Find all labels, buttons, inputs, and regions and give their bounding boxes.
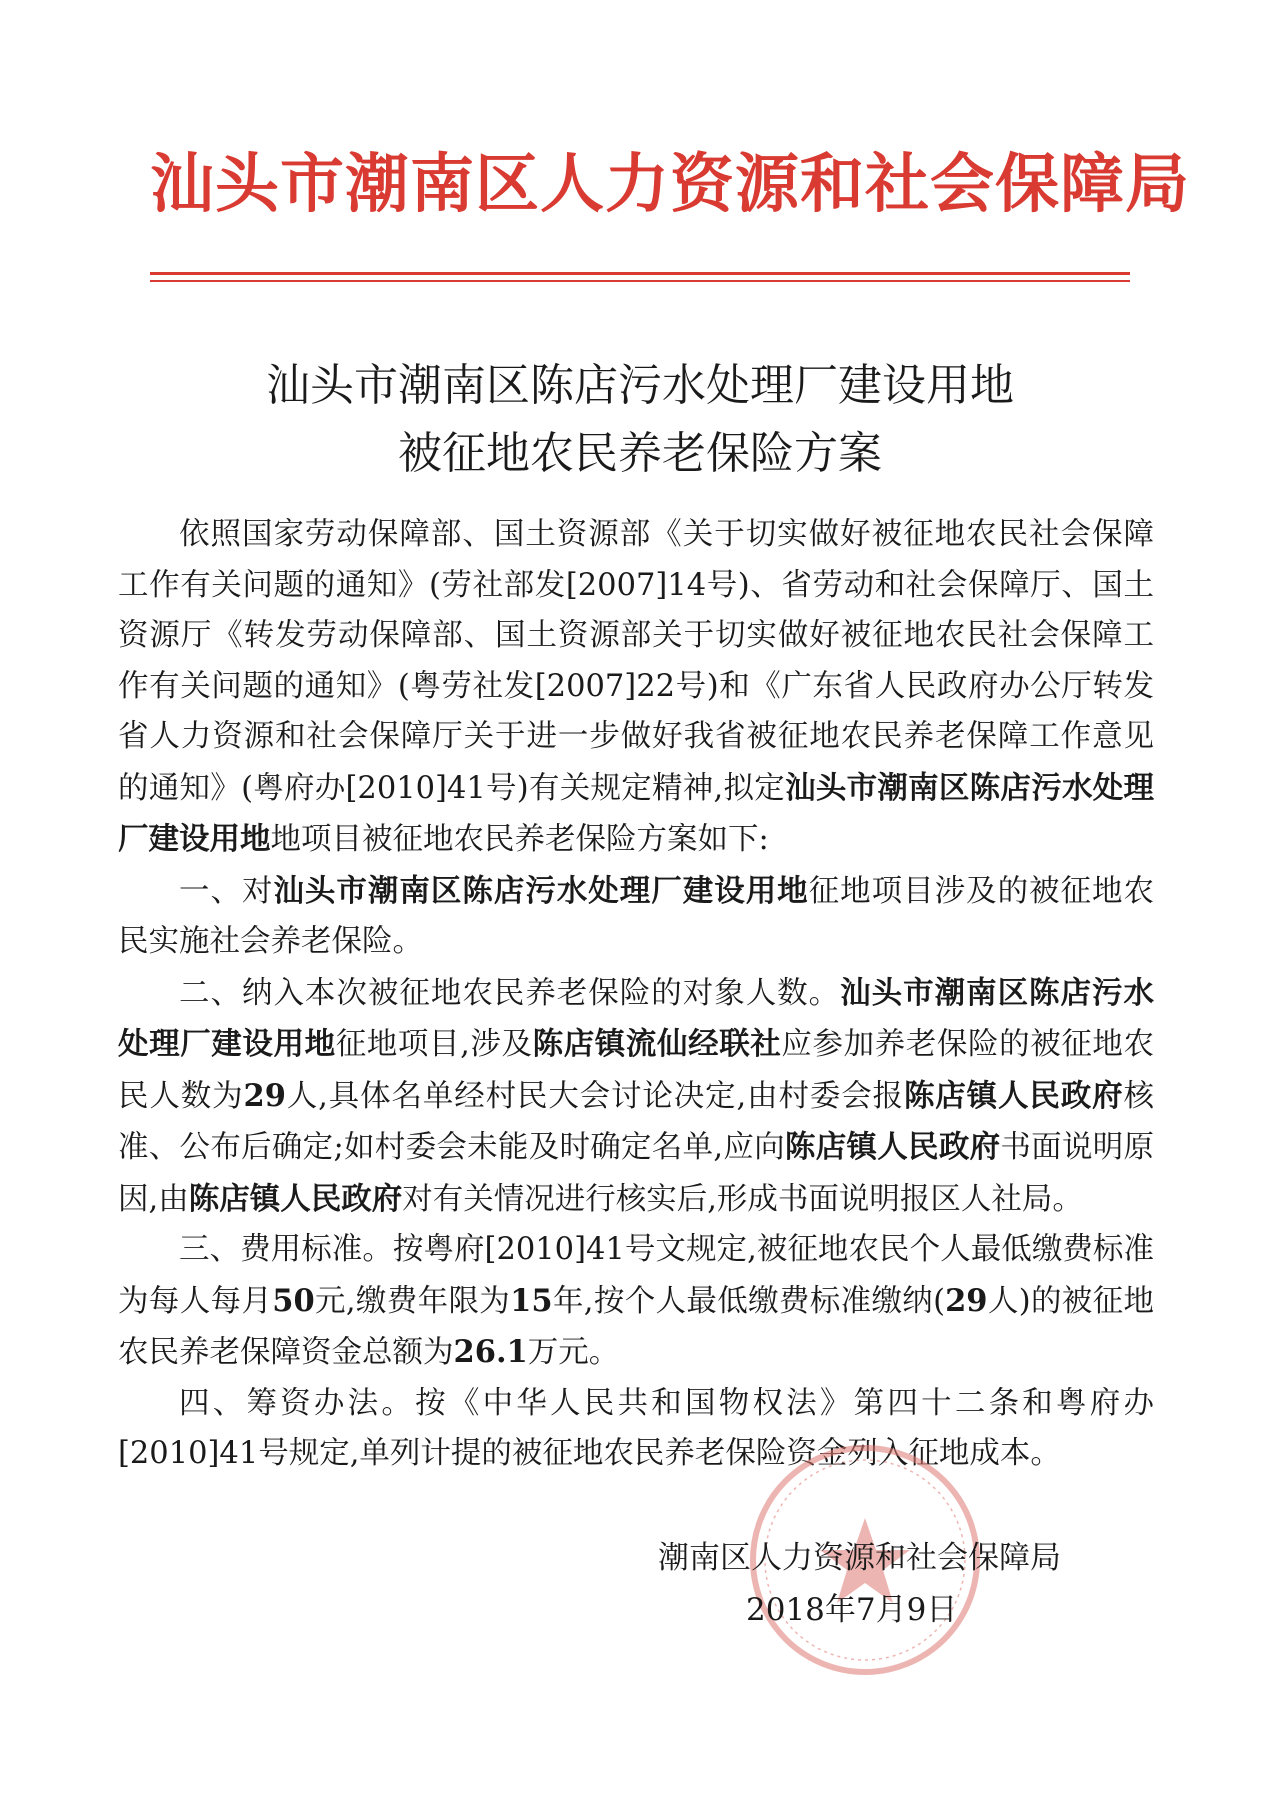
header-rule-thin (150, 280, 1130, 282)
people-count: 29 (243, 1077, 286, 1114)
item2-text: 对有关情况进行核实后,形成书面说明报区人社局。 (402, 1181, 1083, 1217)
document-title-line2: 被征地农民养老保险方案 (398, 428, 882, 479)
signature-organization: 潮南区人力资源和社会保障局 (658, 1540, 1061, 1576)
item3-text: 人)的被征地农民养老保障资金总额为 (118, 1283, 1154, 1370)
item2-text: 人,具体名单经村民大会讨论决定,由村委会报 (285, 1078, 904, 1114)
item1-text: 征地项目涉及的被征地农民实施社会养老保险。 (118, 873, 1155, 959)
monthly-fee: 50 (272, 1282, 315, 1319)
item2-text: 书面说明原因,由 (118, 1130, 1155, 1217)
issuer-header: 汕头市潮南区人力资源和社会保障局 (150, 147, 1190, 222)
town-government: 陈店镇人民政府 (903, 1077, 1124, 1114)
header-rule-thick (150, 272, 1130, 275)
item1-lead: 一、对 (179, 873, 274, 909)
project-name: 汕头市潮南区陈店污水处理厂建设用地 (273, 872, 809, 909)
item3-text: 元,缴费年限为 (314, 1283, 511, 1319)
village-name: 陈店镇流仙经联社 (532, 1026, 782, 1062)
paragraph-preamble (118, 510, 1154, 866)
preamble-end: 地项目被征地农民养老保险方案如下: (270, 822, 769, 857)
payment-years: 15 (510, 1282, 553, 1319)
project-name: 汕头市潮南区陈店污水处理厂建设用地 (118, 974, 1155, 1062)
town-government: 陈店镇人民政府 (784, 1129, 1001, 1165)
signature-date: 2018年7月9日 (746, 1592, 958, 1628)
item2-lead: 二、纳入本次被征地农民养老保险的对象人数。 (179, 975, 841, 1011)
item3-text: 万元。 (527, 1335, 620, 1370)
item3-text: 年,按个人最低缴费标准缴纳( (552, 1283, 946, 1319)
total-amount: 26.1 (453, 1334, 528, 1370)
paragraph-item-3 (118, 1225, 1154, 1379)
paragraph-item-4: 四、筹资办法。按《中华人民共和国物权法》第四十二条和粤府办[2010]41号规定,单列计提的被征地农民养老保险资金列入征地成本。 (118, 1385, 1154, 1471)
item2-text: 征地项目,涉及 (335, 1027, 533, 1062)
document-title-line1: 汕头市潮南区陈店污水处理厂建设用地 (266, 360, 1014, 411)
item2-text: 应参加养老保险的被征地农民人数为 (118, 1027, 1155, 1114)
paragraph-item-1 (118, 866, 1154, 968)
item3-text: 三、费用标准。按粤府[2010]41号文规定,被征地农民个人最低缴费标准为每人每月 (118, 1232, 1154, 1319)
project-name: 汕头市潮南区陈店污水处理厂建设用地 (118, 769, 1154, 857)
item2-text: 核准、公布后确定;如村委会未能及时确定名单,应向 (118, 1078, 1155, 1165)
people-count: 29 (945, 1282, 988, 1319)
document-body (118, 510, 1154, 1480)
town-government: 陈店镇人民政府 (188, 1180, 403, 1217)
paragraph-item-2 (118, 968, 1154, 1226)
preamble-text: 依照国家劳动保障部、国土资源部《关于切实做好被征地农民社会保障工作有关问题的通知》(劳社部发[2007]14号)、省劳动和社会保障厅、国土资源厅《转发劳动保障部、国土资源部关于切实做好被征地农民社会保障工作有关问题的通知》(粤劳社发[2007]22号)和《广东省人民政府办公厅转发省人力资源和社会保障厅关于进一步做好我省被征地农民养老保障工作意见的通知》(粤府办[2010]41号)有关规定精神,拟定 (118, 517, 1154, 806)
